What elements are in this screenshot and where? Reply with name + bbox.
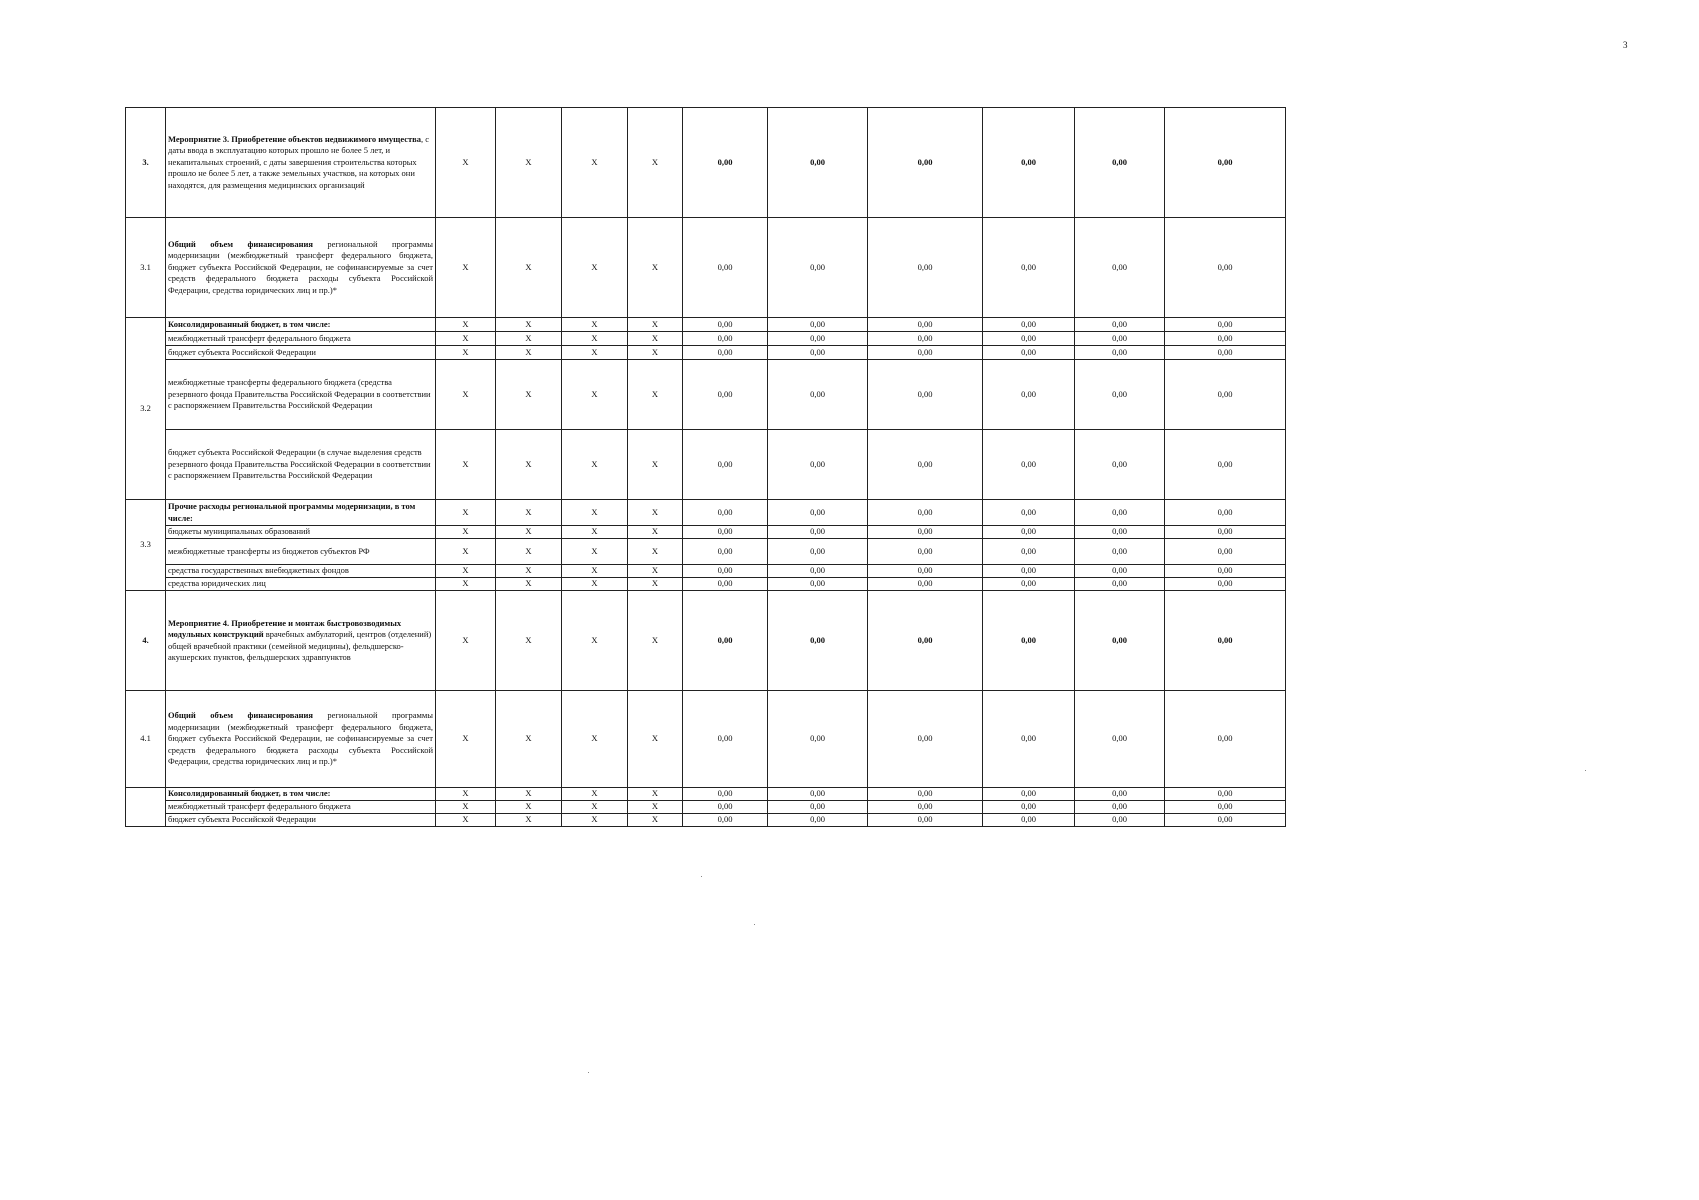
value-cell: 0,00 [868, 814, 983, 827]
mark-cell: X [628, 788, 683, 801]
value-cell: 0,00 [683, 565, 768, 578]
value-cell: 0,00 [868, 318, 983, 332]
value-cell: 0,00 [983, 691, 1075, 788]
value-cell: 0,00 [868, 578, 983, 591]
value-cell: 0,00 [1075, 539, 1165, 565]
value-cell: 0,00 [683, 218, 768, 318]
mark-cell: X [562, 360, 628, 430]
row-number: 3. [126, 108, 166, 218]
value-cell: 0,00 [983, 788, 1075, 801]
value-cell: 0,00 [868, 788, 983, 801]
value-cell: 0,00 [768, 788, 868, 801]
row-label: бюджет субъекта Российской Федерации [166, 814, 436, 827]
value-cell: 0,00 [1075, 108, 1165, 218]
row-label: межбюджетный трансферт федерального бюджета [166, 801, 436, 814]
table-row [126, 691, 1286, 788]
row-label: Консолидированный бюджет, в том числе: [166, 318, 436, 332]
value-cell: 0,00 [1165, 360, 1286, 430]
table-row [126, 539, 1286, 565]
value-cell: 0,00 [983, 108, 1075, 218]
value-cell: 0,00 [868, 526, 983, 539]
value-cell: 0,00 [1165, 788, 1286, 801]
row-label: средства государственных внебюджетных фондов [166, 565, 436, 578]
mark-cell: X [436, 565, 496, 578]
row-label: межбюджетный трансферт федерального бюджета [166, 332, 436, 346]
table-row [126, 526, 1286, 539]
table-row [126, 318, 1286, 332]
mark-cell: X [562, 430, 628, 500]
value-cell: 0,00 [1075, 591, 1165, 691]
value-cell: 0,00 [683, 526, 768, 539]
mark-cell: X [436, 539, 496, 565]
value-cell: 0,00 [683, 814, 768, 827]
mark-cell: X [628, 430, 683, 500]
value-cell: 0,00 [868, 218, 983, 318]
mark-cell: X [628, 591, 683, 691]
value-cell: 0,00 [768, 539, 868, 565]
value-cell: 0,00 [683, 430, 768, 500]
mark-cell: X [496, 565, 562, 578]
value-cell: 0,00 [983, 430, 1075, 500]
mark-cell: X [628, 360, 683, 430]
mark-cell: X [628, 578, 683, 591]
row-label: Прочие расходы региональной программы модернизации, в том числе: [166, 500, 436, 526]
mark-cell: X [436, 346, 496, 360]
value-cell: 0,00 [1075, 430, 1165, 500]
value-cell: 0,00 [768, 360, 868, 430]
row-number [126, 788, 166, 827]
value-cell: 0,00 [683, 578, 768, 591]
mark-cell: X [496, 218, 562, 318]
mark-cell: X [496, 108, 562, 218]
value-cell: 0,00 [868, 591, 983, 691]
value-cell: 0,00 [1075, 578, 1165, 591]
value-cell: 0,00 [868, 565, 983, 578]
page-number: 3 [1623, 40, 1628, 50]
mark-cell: X [562, 801, 628, 814]
value-cell: 0,00 [1075, 565, 1165, 578]
value-cell: 0,00 [768, 318, 868, 332]
row-number: 3.1 [126, 218, 166, 318]
value-cell: 0,00 [983, 565, 1075, 578]
mark-cell: X [628, 218, 683, 318]
value-cell: 0,00 [1165, 332, 1286, 346]
value-cell: 0,00 [1075, 500, 1165, 526]
row-label: бюджеты муниципальных образований [166, 526, 436, 539]
mark-cell: X [436, 332, 496, 346]
value-cell: 0,00 [683, 346, 768, 360]
value-cell: 0,00 [768, 346, 868, 360]
row-label: бюджет субъекта Российской Федерации (в случае выделения средств резервного фонда Правительства Российской Федерации в соответствии с распоряжением Правительства Российской Федерации [166, 430, 436, 500]
value-cell: 0,00 [1165, 565, 1286, 578]
value-cell: 0,00 [1165, 814, 1286, 827]
scan-speck [1585, 770, 1586, 771]
mark-cell: X [562, 108, 628, 218]
mark-cell: X [496, 691, 562, 788]
value-cell: 0,00 [1075, 788, 1165, 801]
row-number: 4.1 [126, 691, 166, 788]
value-cell: 0,00 [1075, 346, 1165, 360]
mark-cell: X [496, 346, 562, 360]
value-cell: 0,00 [1075, 691, 1165, 788]
value-cell: 0,00 [1165, 346, 1286, 360]
mark-cell: X [562, 346, 628, 360]
table-row [126, 591, 1286, 691]
value-cell: 0,00 [768, 591, 868, 691]
value-cell: 0,00 [868, 430, 983, 500]
table-row [126, 801, 1286, 814]
value-cell: 0,00 [1075, 318, 1165, 332]
mark-cell: X [496, 788, 562, 801]
row-label: Общий объем финансирования региональной программы модернизации (межбюджетный трансферт федерального бюджета, бюджет субъекта Российской Федерации, не софинансируемые за счет средств федерального бюджета расходы субъекта Российской Федерации, средства юридических лиц и пр.)* [166, 691, 436, 788]
table-row [126, 578, 1286, 591]
mark-cell: X [628, 814, 683, 827]
value-cell: 0,00 [768, 526, 868, 539]
mark-cell: X [628, 691, 683, 788]
value-cell: 0,00 [683, 591, 768, 691]
value-cell: 0,00 [1165, 691, 1286, 788]
scan-speck [754, 924, 755, 925]
value-cell: 0,00 [983, 318, 1075, 332]
mark-cell: X [436, 578, 496, 591]
mark-cell: X [496, 430, 562, 500]
value-cell: 0,00 [768, 332, 868, 346]
value-cell: 0,00 [868, 691, 983, 788]
mark-cell: X [496, 360, 562, 430]
value-cell: 0,00 [868, 539, 983, 565]
value-cell: 0,00 [683, 318, 768, 332]
value-cell: 0,00 [768, 108, 868, 218]
mark-cell: X [562, 332, 628, 346]
mark-cell: X [436, 801, 496, 814]
value-cell: 0,00 [868, 108, 983, 218]
table-row [126, 332, 1286, 346]
mark-cell: X [496, 318, 562, 332]
value-cell: 0,00 [1165, 801, 1286, 814]
row-number: 3.2 [126, 318, 166, 500]
mark-cell: X [436, 318, 496, 332]
value-cell: 0,00 [868, 801, 983, 814]
value-cell: 0,00 [768, 218, 868, 318]
mark-cell: X [496, 526, 562, 539]
value-cell: 0,00 [983, 801, 1075, 814]
value-cell: 0,00 [983, 814, 1075, 827]
value-cell: 0,00 [683, 801, 768, 814]
value-cell: 0,00 [1165, 500, 1286, 526]
mark-cell: X [436, 814, 496, 827]
mark-cell: X [436, 500, 496, 526]
mark-cell: X [496, 814, 562, 827]
value-cell: 0,00 [768, 691, 868, 788]
mark-cell: X [628, 318, 683, 332]
value-cell: 0,00 [768, 578, 868, 591]
value-cell: 0,00 [983, 332, 1075, 346]
mark-cell: X [562, 814, 628, 827]
value-cell: 0,00 [1165, 591, 1286, 691]
mark-cell: X [436, 430, 496, 500]
mark-cell: X [562, 218, 628, 318]
value-cell: 0,00 [983, 526, 1075, 539]
value-cell: 0,00 [683, 332, 768, 346]
mark-cell: X [562, 539, 628, 565]
table-row [126, 360, 1286, 430]
value-cell: 0,00 [683, 788, 768, 801]
mark-cell: X [496, 591, 562, 691]
row-label: межбюджетные трансферты федерального бюджета (средства резервного фонда Правительства Российской Федерации в соответствии с распоряжением Правительства Российской Федерации [166, 360, 436, 430]
value-cell: 0,00 [1075, 360, 1165, 430]
mark-cell: X [628, 108, 683, 218]
mark-cell: X [628, 539, 683, 565]
value-cell: 0,00 [983, 500, 1075, 526]
value-cell: 0,00 [1075, 218, 1165, 318]
value-cell: 0,00 [1165, 539, 1286, 565]
value-cell: 0,00 [1075, 814, 1165, 827]
mark-cell: X [628, 526, 683, 539]
table-row [126, 500, 1286, 526]
value-cell: 0,00 [983, 218, 1075, 318]
row-label: Мероприятие 3. Приобретение объектов недвижимого имущества, с даты ввода в эксплуатацию которых прошло не более 5 лет, и некапитальных строений, с даты завершения строительства которых прошло не более 5 лет, а также земельных участков, на которых они находятся, для размещения медицинских организаций [166, 108, 436, 218]
table-row [126, 346, 1286, 360]
mark-cell: X [436, 218, 496, 318]
mark-cell: X [436, 360, 496, 430]
value-cell: 0,00 [1165, 578, 1286, 591]
value-cell: 0,00 [1165, 526, 1286, 539]
mark-cell: X [496, 539, 562, 565]
mark-cell: X [436, 108, 496, 218]
row-number: 3.3 [126, 500, 166, 591]
mark-cell: X [562, 578, 628, 591]
mark-cell: X [496, 578, 562, 591]
value-cell: 0,00 [768, 430, 868, 500]
value-cell: 0,00 [983, 346, 1075, 360]
value-cell: 0,00 [768, 801, 868, 814]
row-label: Общий объем финансирования региональной программы модернизации (межбюджетный трансферт федерального бюджета, бюджет субъекта Российской Федерации, не софинансируемые за счет средств федерального бюджета расходы субъекта Российской Федерации, средства юридических лиц и пр.)* [166, 218, 436, 318]
value-cell: 0,00 [683, 108, 768, 218]
table-row [126, 108, 1286, 218]
value-cell: 0,00 [1165, 430, 1286, 500]
mark-cell: X [436, 526, 496, 539]
value-cell: 0,00 [1075, 801, 1165, 814]
value-cell: 0,00 [683, 360, 768, 430]
value-cell: 0,00 [868, 332, 983, 346]
value-cell: 0,00 [768, 500, 868, 526]
table-row [126, 814, 1286, 827]
mark-cell: X [628, 565, 683, 578]
table-row [126, 218, 1286, 318]
mark-cell: X [496, 500, 562, 526]
value-cell: 0,00 [983, 539, 1075, 565]
mark-cell: X [436, 591, 496, 691]
scan-speck [588, 1072, 589, 1073]
mark-cell: X [628, 801, 683, 814]
mark-cell: X [436, 691, 496, 788]
table-row [126, 788, 1286, 801]
mark-cell: X [562, 788, 628, 801]
value-cell: 0,00 [868, 360, 983, 430]
value-cell: 0,00 [683, 691, 768, 788]
value-cell: 0,00 [1075, 332, 1165, 346]
mark-cell: X [562, 500, 628, 526]
budget-table [125, 107, 1286, 827]
mark-cell: X [496, 332, 562, 346]
value-cell: 0,00 [683, 539, 768, 565]
value-cell: 0,00 [1165, 318, 1286, 332]
value-cell: 0,00 [768, 814, 868, 827]
mark-cell: X [562, 565, 628, 578]
mark-cell: X [628, 332, 683, 346]
mark-cell: X [562, 526, 628, 539]
mark-cell: X [562, 318, 628, 332]
value-cell: 0,00 [683, 500, 768, 526]
table-row [126, 565, 1286, 578]
value-cell: 0,00 [983, 360, 1075, 430]
mark-cell: X [436, 788, 496, 801]
row-label: межбюджетные трансферты из бюджетов субъектов РФ [166, 539, 436, 565]
row-label: Консолидированный бюджет, в том числе: [166, 788, 436, 801]
scan-speck [701, 876, 702, 877]
table-row [126, 430, 1286, 500]
mark-cell: X [628, 346, 683, 360]
value-cell: 0,00 [868, 346, 983, 360]
mark-cell: X [496, 801, 562, 814]
mark-cell: X [562, 691, 628, 788]
row-label: Мероприятие 4. Приобретение и монтаж быстровозводимых модульных конструкций врачебных амбулаторий, центров (отделений) общей врачебной практики (семейной медицины), фельдшерско-акушерских пунктов, фельдшерских здравпунктов [166, 591, 436, 691]
value-cell: 0,00 [768, 565, 868, 578]
row-label: бюджет субъекта Российской Федерации [166, 346, 436, 360]
value-cell: 0,00 [983, 578, 1075, 591]
value-cell: 0,00 [983, 591, 1075, 691]
mark-cell: X [562, 591, 628, 691]
row-label: средства юридических лиц [166, 578, 436, 591]
row-number: 4. [126, 591, 166, 691]
value-cell: 0,00 [1165, 218, 1286, 318]
value-cell: 0,00 [1075, 526, 1165, 539]
mark-cell: X [628, 500, 683, 526]
value-cell: 0,00 [1165, 108, 1286, 218]
value-cell: 0,00 [868, 500, 983, 526]
